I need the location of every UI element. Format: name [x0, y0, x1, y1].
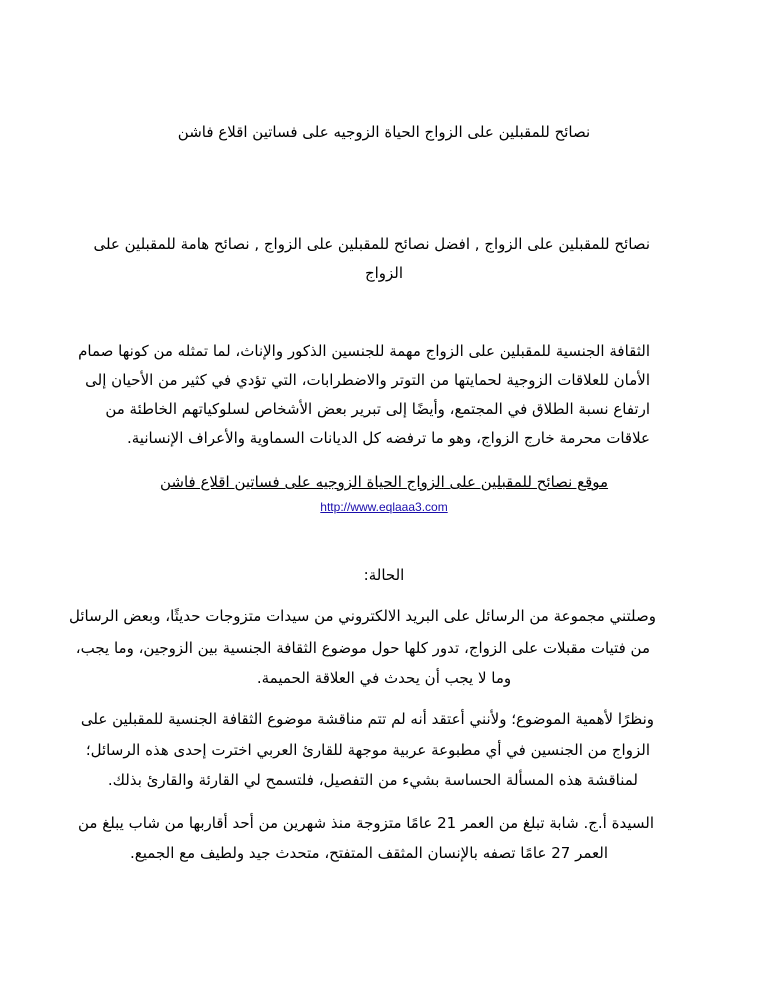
para1-line-1: وصلتني مجموعة من الرسائل على البريد الالكتروني من سيدات متزوجات حديثًا، وبعض الرسائل	[68, 607, 656, 625]
para1-line-2: من فتيات مقبلات على الزواج، تدور كلها حول موضوع الثقافة الجنسية بين الزوجين، وما يجب،	[75, 639, 650, 657]
para2-line-2: الزواج من الجنسين في أي مطبوعة عربية موجهة للقارئ العربي اخترت إحدى هذه الرسائل؛	[85, 741, 650, 759]
para3-line-2: العمر 27 عامًا تصفه بالإنسان المثقف المتفتح، متحدث جيد ولطيف مع الجميع.	[130, 844, 608, 862]
site-heading-link[interactable]: موقع نصائح للمقبلين على الزواج الحياة الزوجيه على فساتين اقلاع فاشن	[159, 473, 609, 491]
intro-line-1: الثقافة الجنسية للمقبلين على الزواج مهمة للجنسين الذكور والإناث، لما تمثله من كونها صمام	[78, 342, 650, 360]
subtitle-line-2: الزواج	[364, 264, 404, 282]
subtitle-line-1: نصائح للمقبلين على الزواج , افضل نصائح للمقبلين على الزواج , نصائح هامة للمقبلين على	[93, 235, 650, 253]
document-title: نصائح للمقبلين على الزواج الحياة الزوجيه على فساتين اقلاع فاشن	[177, 123, 591, 141]
para3-line-1: السيدة أ.ج. شابة تبلغ من العمر 21 عامًا متزوجة منذ شهرين من أحد أقاربها من شاب يبلغ من	[77, 814, 654, 832]
intro-line-4: علاقات محرمة خارج الزواج، وهو ما ترفضه كل الديانات السماوية والأعراف الإنسانية.	[127, 429, 650, 447]
para2-line-1: ونظرًا لأهمية الموضوع؛ ولأنني أعتقد أنه لم تتم مناقشة موضوع الثقافة الجنسية للمقبلين على	[80, 710, 654, 728]
para2-line-3: لمناقشة هذه المسألة الحساسة بشيء من التفصيل، فلتسمح لي القارئة والقارئ بذلك.	[107, 771, 638, 789]
intro-line-3: ارتفاع نسبة الطلاق في المجتمع، وأيضًا إلى تبرير بعض الأشخاص لسلوكياتهم الخاطئة من	[105, 400, 650, 418]
case-label: الحالة:	[363, 566, 405, 584]
intro-line-2: الأمان للعلاقات الزوجية لحمايتها من التوتر والاضطرابات، التي تؤدي في كثير من الأحيان إلى	[85, 371, 650, 389]
site-url-link[interactable]: http://www.eqlaaa3.com	[320, 500, 448, 514]
para1-line-3: وما لا يجب أن يحدث في العلاقة الحميمة.	[256, 669, 512, 687]
